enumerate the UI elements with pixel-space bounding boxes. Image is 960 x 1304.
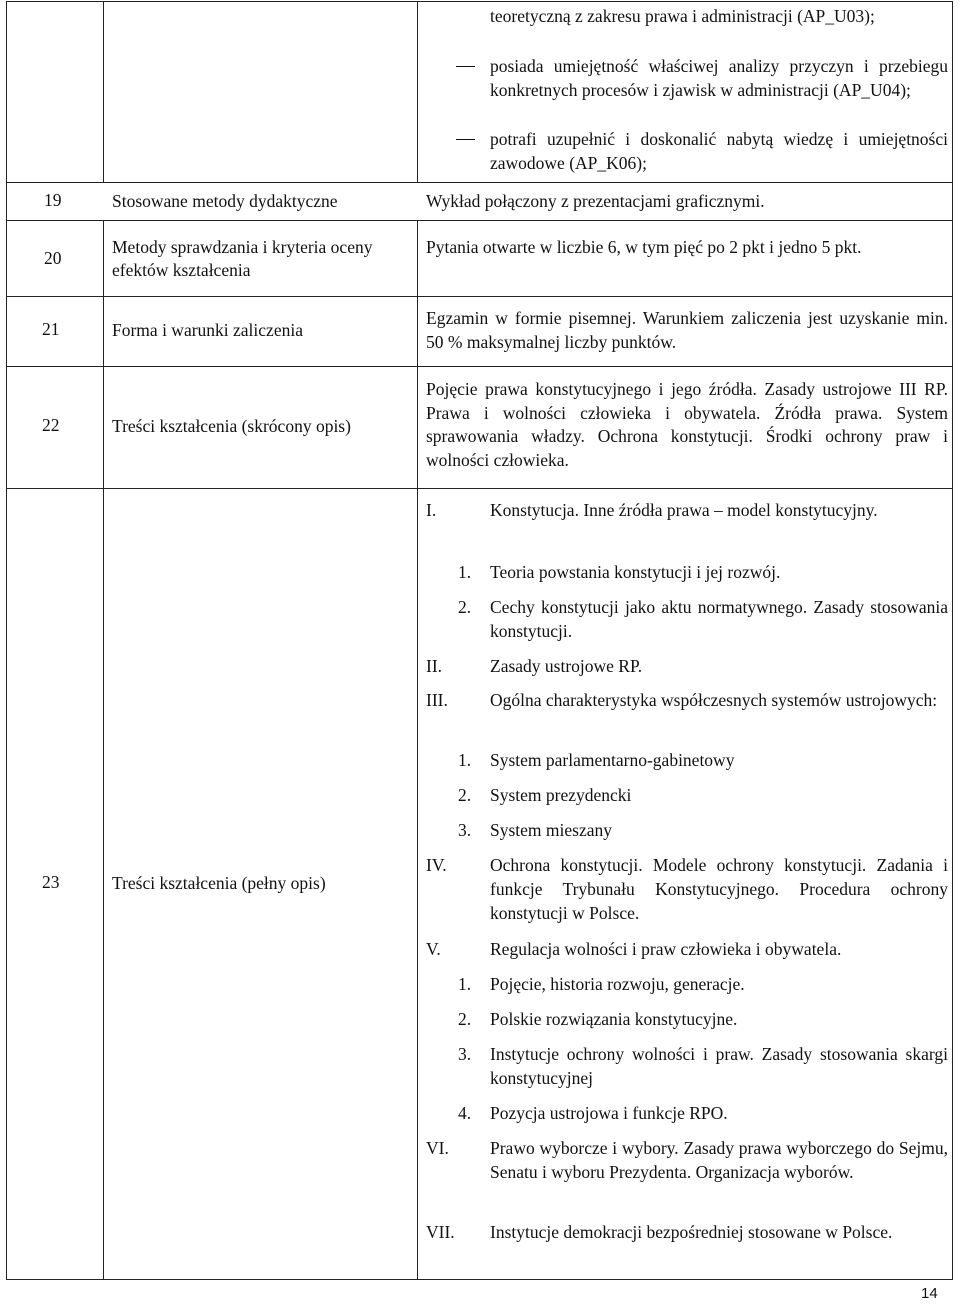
row-content: Pytania otwarte w liczbie 6, w tym pięć po 2 pkt i jedno 5 pkt. [426,237,862,257]
outline-text: System parlamentarno-gabinetowy [490,750,735,770]
outline-marker: 3. [458,820,472,840]
outline-marker: II. [426,656,443,676]
outline-marker: 2. [458,1009,472,1029]
outline-marker: III. [426,690,448,710]
outline-text: System mieszany [490,820,612,840]
outline-text: Pojęcie, historia rozwoju, generacje. [490,974,745,994]
outline-text: Regulacja wolności i praw człowieka i obywatela. [490,939,842,959]
outline-marker: V. [426,939,441,959]
row-label: Treści kształcenia (pełny opis) [112,873,326,893]
row-divider [6,182,952,183]
row-number: 20 [44,248,62,268]
table-bottom-border [6,1279,952,1280]
row-label: Metody sprawdzania i kryteria oceny efektów kształcenia [112,237,373,280]
outline-text: System prezydencki [490,785,632,805]
outline-marker: I. [426,500,437,520]
outline-marker: 2. [458,597,472,617]
outline-text: Instytucje ochrony wolności i praw. Zasady stosowania skargi konstytucyjnej [490,1044,948,1088]
row-label: Forma i warunki zaliczenia [112,320,303,340]
row-number: 21 [42,319,60,339]
outline-marker: 1. [458,750,472,770]
outline-text: Pozycja ustrojowa i funkcje RPO. [490,1103,728,1123]
page-number: 14 [921,1285,938,1302]
table-left-border [6,1,7,1280]
column-divider [103,1,104,182]
table-right-border [952,1,953,1280]
outline-text: Zasady ustrojowe RP. [490,656,643,676]
outcome-text: posiada umiejętność właściwej analizy przyczyn i przebiegu konkretnych procesów i zjawisk w administracji (AP_U04); [490,56,948,100]
row-divider [6,220,952,221]
row-divider [6,488,952,489]
outline-marker: 1. [458,974,472,994]
column-divider [417,1,418,182]
outline-marker: 2. [458,785,472,805]
outline-text: Teoria powstania konstytucji i jej rozwój. [490,562,781,582]
outline-text: Prawo wyborcze i wybory. Zasady prawa wyborczego do Sejmu, Senatu i wyboru Prezydenta. Organizacja wyborów. [490,1138,948,1182]
row-label: Treści kształcenia (skrócony opis) [112,416,351,436]
dash-icon [456,66,475,67]
outcome-continuation: teoretyczną z zakresu prawa i administracji (AP_U03); [490,6,875,26]
table-top-border [6,1,952,2]
column-divider [103,220,104,1280]
outline-marker: VI. [426,1138,449,1158]
outline-text: Polskie rozwiązania konstytucyjne. [490,1009,738,1029]
row-content: Pojęcie prawa konstytucyjnego i jego źródła. Zasady ustrojowe III RP. Prawa i wolności człowieka i obywatela. Źródła prawa. System sprawowania władzy. Ochrona konstytucji. Środki ochrony praw i wolności człowieka. [426,379,948,470]
outline-text: Ogólna charakterystyka współczesnych systemów ustrojowych: [490,690,938,710]
outline-marker: 1. [458,562,472,582]
row-content: Egzamin w formie pisemnej. Warunkiem zaliczenia jest uzyskanie min. 50 % maksymalnej liczby punktów. [426,308,948,352]
column-divider [417,220,418,1280]
outcome-text: potrafi uzupełnić i doskonalić nabytą wiedzę i umiejętności zawodowe (AP_K06); [490,129,948,173]
outline-text: Ochrona konstytucji. Modele ochrony konstytucji. Zadania i funkcje Trybunału Konstytucyjnego. Procedura ochrony konstytucji w Polsce. [490,855,948,923]
row-divider [6,296,952,297]
row-number: 19 [44,190,62,210]
dash-icon [456,139,475,140]
row-number: 22 [42,415,60,435]
outline-marker: 3. [458,1044,472,1064]
outline-text: Instytucje demokracji bezpośredniej stosowane w Polsce. [490,1222,893,1242]
outline-text: Konstytucja. Inne źródła prawa – model konstytucyjny. [490,500,878,520]
row-content: Wykład połączony z prezentacjami graficznymi. [426,191,765,211]
outline-marker: VII. [426,1222,455,1242]
row-divider [6,366,952,367]
row-label: Stosowane metody dydaktyczne [112,191,338,211]
outline-text: Cechy konstytucji jako aktu normatywnego. Zasady stosowania konstytucji. [490,597,948,641]
outline-marker: 4. [458,1103,472,1123]
row-number: 23 [42,872,60,892]
outline-marker: IV. [426,855,447,875]
